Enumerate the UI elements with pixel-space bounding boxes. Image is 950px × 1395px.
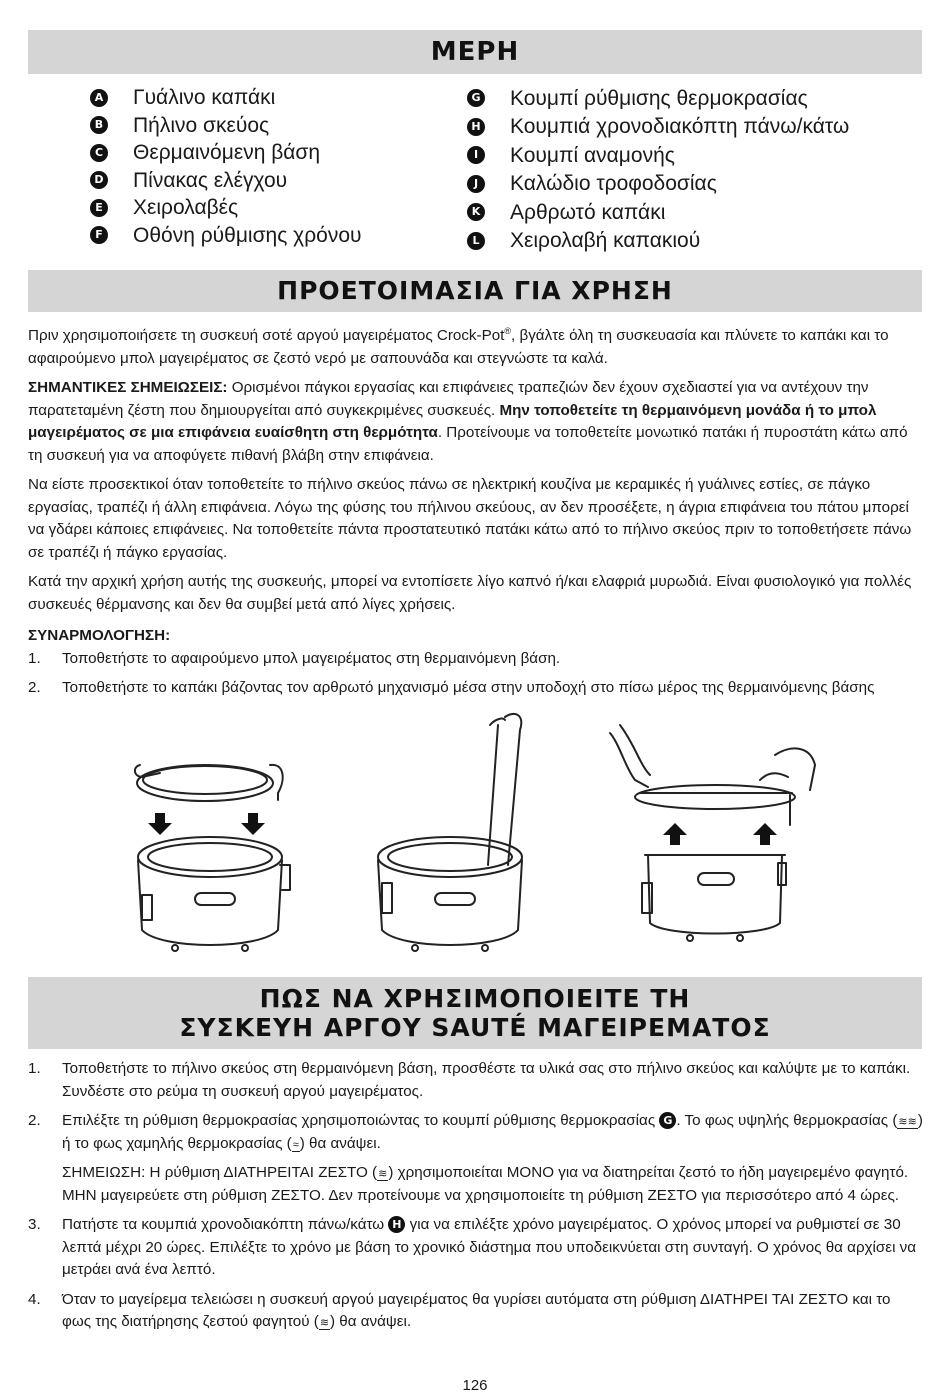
list-item: 1. Τοποθετήστε το πήλινο σκεύος στη θερμαινόμενη βάση, προσθέστε τα υλικά σας στο πήλινο σκεύος και καλύψτε με το καπάκι. Συνδέστε στο ρεύμα τη συσκευή αργού μαγειρέματος. (28, 1060, 911, 1100)
part-item (90, 112, 362, 140)
list-item: 1. Τοποθετήστε το αφαιρούμενο μπολ μαγειρέματος στη θερμαινόμενη βάση. (28, 649, 561, 667)
down-arrow-icon (241, 813, 265, 835)
first-use-paragraph: Κατά την αρχική χρήση αυτής της συσκευής, μπορεί να εντοπίσετε λίγο καπνό ή/και ελαφριά μυρωδιά. Είναι φυσιολογικό για πολλές συσκευές θέρμανσης και δεν θα συμβεί μετά από λίγες χρήσεις. (28, 573, 912, 613)
preparation-text (28, 320, 923, 623)
page-number: 126 (462, 1377, 488, 1394)
parts-list-left (90, 84, 362, 249)
clay-pot-warning-paragraph: Να είστε προσεκτικοί όταν τοποθετείτε το πήλινο σκεύος πάνω σε ηλεκτρική κουζίνα με κεραμικές ή γυάλινες εστίες, σε πάγκο εργασίας, τραπέζι ή άλλη επιφάνεια. Λόγω της φύσης του πήλινου σκεύους, αν δεν προσέξετε, η άγρια επιφάνεια του πάτου μπορεί να γδάρει κάποιες επιφάνειες. Να τοποθετείτε πάντα προστατευτικό πατάκι κάτω από το πήλινο σκεύος πριν το τοποθετήσετε πάνω σε τραπέζι ή πάγκο εργασίας. (28, 476, 912, 561)
lid-placement-figure (135, 765, 290, 951)
keep-warm-icon: ≋ (319, 1317, 330, 1329)
assembly-title: ΣΥΝΑΡΜΟΛΟΓΗΣΗ: (28, 627, 171, 644)
part-letter-badge-icon: H (467, 118, 485, 136)
keep-warm-icon: ≋ (378, 1168, 388, 1180)
list-item: 4. Όταν το μαγείρεμα τελειώσει η συσκευή αργού μαγειρέματος θα γυρίσει αυτόματα στη ρύθμιση ΔΙΑΤΗΡΕΙ ΤΑΙ ΖΕΣΤΟ και το φως της διατήρησης ζεστού φαγητού (≋) θα ανάψει. (28, 1290, 891, 1330)
part-item (467, 141, 849, 170)
assembly-illustration (120, 705, 840, 965)
part-letter-badge-icon: L (467, 232, 485, 250)
parts-list-right (467, 84, 849, 255)
badge-g-icon: G (659, 1112, 676, 1129)
parts-heading: ΜΕΡΗ (28, 30, 922, 74)
assembly-steps (28, 648, 923, 700)
part-label: Γυάλινο καπάκι (133, 86, 276, 109)
part-item (90, 194, 362, 222)
intro-paragraph: Πριν χρησιμοποιήσετε τη συσκευή σοτέ αργού μαγειρέματος Crock-Pot®, βγάλτε όλη τη συσκευασία και πλύνετε το καπάκι και το αφαιρούμενο μπολ μαγειρέματος σε ζεστό νερό με σαπουνάδα και στεγνώστε τα καλά. (28, 326, 889, 367)
list-item: 2. Τοποθετήστε το καπάκι βάζοντας τον αρθρωτό μηχανισμό μέσα στην υποδοχή στο πίσω μέρος της θερμαινόμενης βάσης (28, 679, 875, 696)
part-label: Χειρολαβή καπακιού (510, 229, 701, 252)
part-label: Οθόνη ρύθμισης χρόνου (133, 223, 362, 247)
badge-h-icon: H (388, 1216, 405, 1233)
keep-warm-note: ΣΗΜΕΙΩΣΗ: Η ρύθμιση ΔΙΑΤΗΡΕΙΤΑΙ ΖΕΣΤΟ (≋) χρησιμοποιείται ΜΟΝΟ για να διατηρείται ζεστό το ήδη μαγειρεμένο φαγητό. ΜΗΝ μαγειρεύετε στη ρύθμιση ΖΕΣΤΟ. Δεν προτείνουμε να χρησιμοποιείτε τη ρύθμιση ΖΕΣΤΟ για περισσότερο από 4 ώρες. (62, 1164, 909, 1204)
important-notes-paragraph: ΣΗΜΑΝΤΙΚΕΣ ΣΗΜΕΙΩΣΕΙΣ: Ορισμένοι πάγκοι εργασίας και επιφάνειες τραπεζιών δεν έχουν σχεδιαστεί για να αντέχουν την παρατεταμένη ζέστη που δημιουργείται από συγκεκριμένες συσκευές. Μην τοποθετείτε τη θερμαινόμενη μονάδα ή το μπολ μαγειρέματος σε μια επιφάνεια ευαίσθητη στη θερμότητα. Προτείνουμε να τοποθετείτε μονωτικό πατάκι ή πυροστάτη κάτω από τη συσκευή για να αποφύγετε πιθανή βλάβη στην επιφάνεια. (28, 379, 908, 464)
part-letter-badge-icon: G (467, 89, 485, 107)
part-item (467, 113, 849, 142)
part-label: Πήλινο σκεύος (133, 113, 270, 137)
list-item: 3. Πατήστε τα κουμπιά χρονοδιακόπτη πάνω/κάτω H για να επιλέξτε χρόνο μαγειρέματος. Ο χρόνος μπορεί να ρυθμιστεί σε 30 λεπτά μέχρι 20 ώρες. Επιλέξτε το χρόνο με βάση το χρονικό διάστημα που υποδεικνύεται στη συνταγή. Ο χρόνος θα αρχίσει να μετράει ανά ένα λεπτό. (28, 1216, 917, 1278)
assembly-section (28, 625, 923, 707)
how-to-use-heading: ΠΩΣ ΝΑ ΧΡΗΣΙΜΟΠΟΙΕΙΤΕ ΤΗ ΣΥΣΚΕΥΗ ΑΡΓΟΥ SAUTÉ ΜΑΓΕΙΡΕΜΑΤΟΣ (28, 977, 922, 1049)
up-arrow-icon (663, 823, 687, 845)
list-item: 2. Επιλέξτε τη ρύθμιση θερμοκρασίας χρησιμοποιώντας το κουμπί ρύθμισης θερμοκρασίας G . Το φως υψηλής θερμοκρασίας (≋≋) ή το φως χαμηλής θερμοκρασίας (≈) θα ανάψει. (28, 1112, 923, 1152)
part-item (467, 84, 849, 113)
part-label: Θερμαινόμενη βάση (133, 141, 321, 164)
part-letter-badge-icon: E (90, 199, 108, 217)
lid-removal-figure (610, 725, 815, 941)
part-label: Πίνακας ελέγχου (133, 168, 288, 192)
part-item (90, 84, 362, 112)
part-label: Αρθρωτό καπάκι (510, 200, 666, 224)
part-label: Κουμπί ρύθμισης θερμοκρασίας (510, 86, 808, 110)
part-item (467, 170, 849, 199)
high-heat-icon: ≋≋ (898, 1116, 917, 1128)
part-letter-badge-icon: I (467, 146, 485, 164)
low-heat-icon: ≈ (292, 1138, 299, 1151)
part-letter-badge-icon: B (90, 116, 108, 134)
part-item (467, 198, 849, 227)
part-label: Χειρολαβές (133, 196, 239, 219)
down-arrow-icon (148, 813, 172, 835)
part-item (90, 222, 362, 250)
up-arrow-icon (753, 823, 777, 845)
part-item (90, 167, 362, 195)
part-item (90, 139, 362, 167)
part-letter-badge-icon: F (90, 226, 108, 244)
part-letter-badge-icon: C (90, 144, 108, 162)
preparation-heading: ΠΡΟΕΤΟΙΜΑΣΙΑ ΓΙΑ ΧΡΗΣΗ (28, 270, 922, 312)
hinged-lid-figure (378, 714, 522, 951)
part-label: Καλώδιο τροφοδοσίας (510, 172, 717, 195)
part-letter-badge-icon: D (90, 171, 108, 189)
part-item (467, 227, 849, 256)
part-letter-badge-icon: J (467, 175, 485, 193)
part-letter-badge-icon: K (467, 203, 485, 221)
usage-steps (28, 1058, 923, 1341)
part-label: Κουμπί αναμονής (510, 143, 675, 167)
part-letter-badge-icon: A (90, 89, 108, 107)
part-label: Κουμπιά χρονοδιακόπτη πάνω/κάτω (510, 115, 850, 138)
